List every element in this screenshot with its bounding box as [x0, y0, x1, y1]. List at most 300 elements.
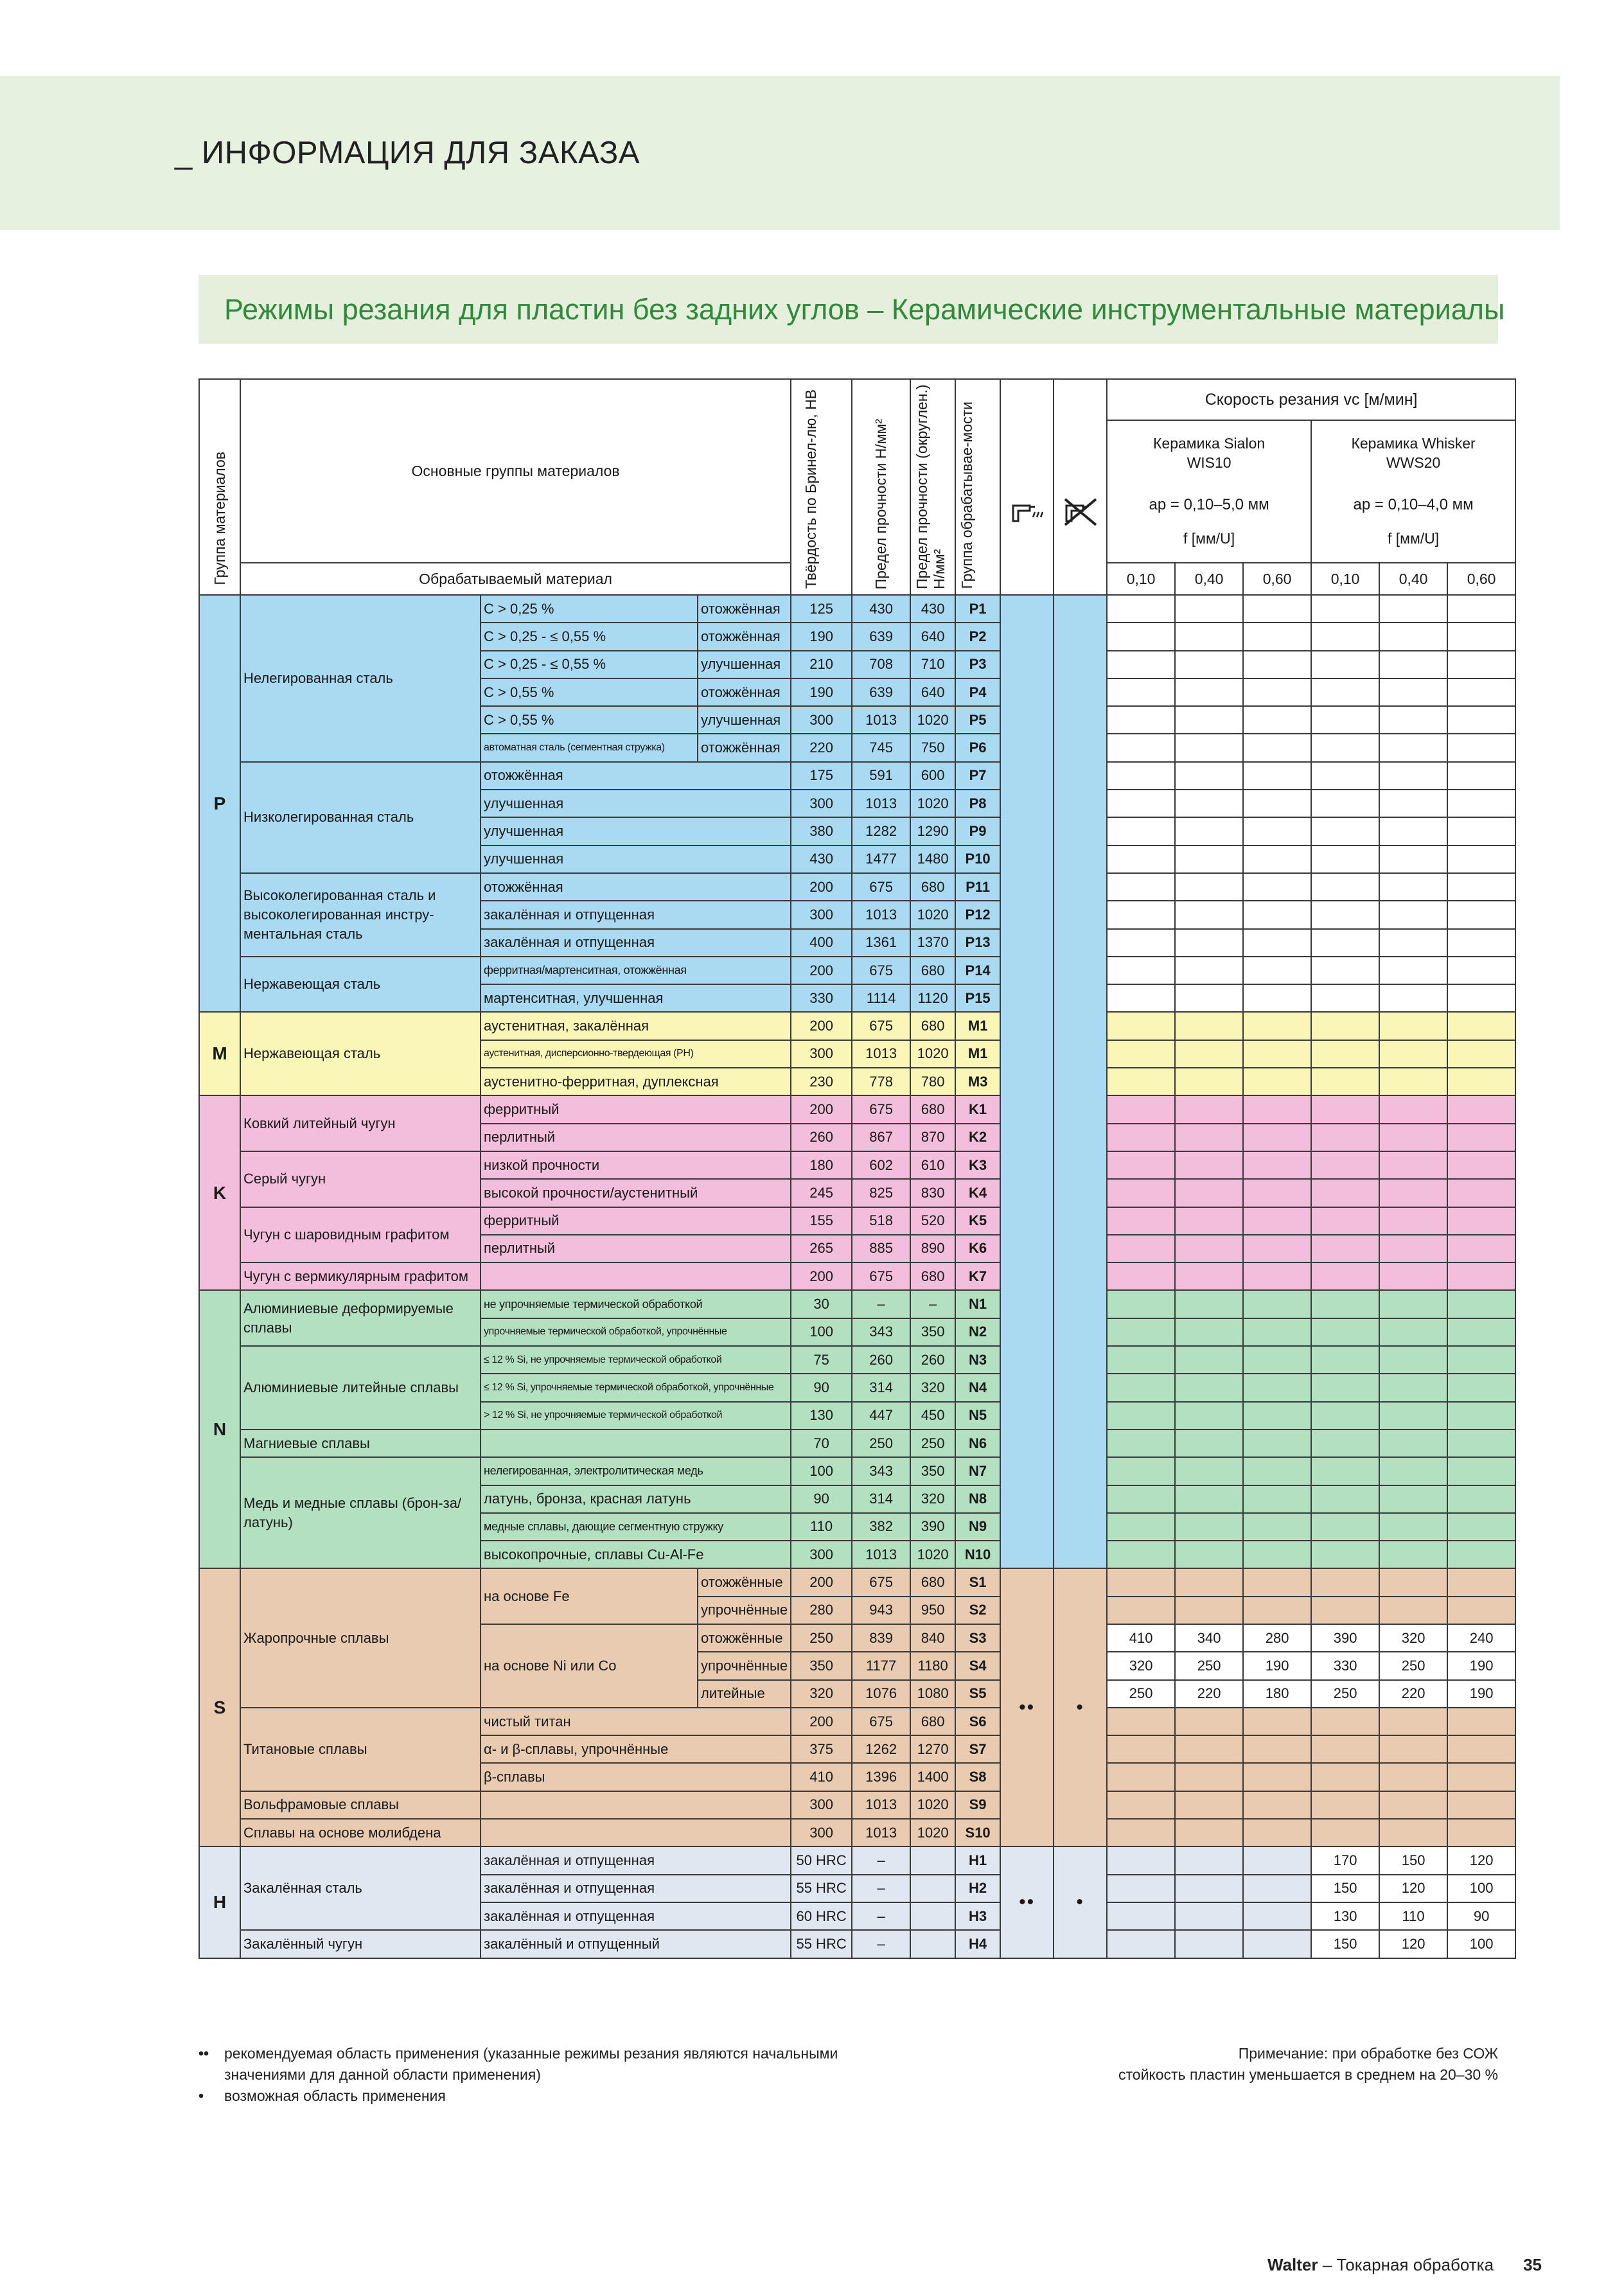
cutting-speed-cell	[1447, 845, 1515, 873]
cutting-speed-cell	[1175, 1318, 1243, 1346]
hardness-value: 200	[791, 1262, 852, 1290]
machinability-group: M1	[955, 1012, 1000, 1040]
cutting-speed-cell	[1379, 845, 1447, 873]
material-group-letter: H	[199, 1846, 240, 1958]
feed-value: 0,10	[1107, 563, 1175, 595]
machinability-group: K6	[955, 1235, 1000, 1262]
cutting-speed-cell	[1175, 595, 1243, 623]
main-material-group: Нержавеющая сталь	[240, 1012, 481, 1095]
tensile-strength-rounded: 890	[910, 1235, 955, 1262]
cutting-speed-cell	[1447, 623, 1515, 650]
cutting-speed-cell	[1243, 1095, 1311, 1123]
cutting-speed-cell	[1107, 1819, 1175, 1846]
table-row	[199, 1568, 1515, 1596]
hardness-value: 190	[791, 678, 852, 706]
cutting-speed-cell	[1379, 623, 1447, 650]
cutting-speed-cell	[1447, 1040, 1515, 1068]
machinability-group: S7	[955, 1735, 1000, 1763]
tensile-strength: 825	[852, 1179, 910, 1207]
main-material-group: Титановые сплавы	[240, 1708, 481, 1791]
cutting-speed-cell	[1175, 1875, 1243, 1902]
table-row	[199, 762, 1515, 790]
cutting-speed-cell	[1311, 845, 1379, 873]
cutting-speed-cell	[1243, 1262, 1311, 1290]
cutting-speed-cell	[1107, 1568, 1175, 1596]
cutting-speed-cell	[1447, 817, 1515, 845]
cutting-speed-cell	[1379, 595, 1447, 623]
tensile-strength: 675	[852, 1568, 910, 1596]
material-description: ≤ 12 % Si, не упрочняемые термической обработкой	[481, 1346, 791, 1374]
main-material-group: Низколегированная сталь	[240, 762, 481, 873]
cutting-speed-cell	[1243, 1402, 1311, 1430]
cutting-speed-cell	[1107, 651, 1175, 678]
header-banner	[0, 76, 1560, 230]
cutting-speed-cell	[1311, 1068, 1379, 1095]
cutting-speed-cell	[1379, 1151, 1447, 1179]
tensile-strength-rounded: 320	[910, 1374, 955, 1401]
tensile-strength-rounded: 600	[910, 762, 955, 790]
tensile-strength: 382	[852, 1513, 910, 1541]
material-description: упрочняемые термической обработкой, упрочнённые	[481, 1318, 791, 1346]
speed-header: Скорость резания vc [м/мин]	[1107, 379, 1515, 420]
hardness-value: 320	[791, 1680, 852, 1708]
cutting-speed-cell	[1243, 984, 1311, 1012]
col-material-header: Обрабатываемый материал	[240, 563, 791, 595]
hardness-value: 300	[791, 1541, 852, 1568]
cutting-speed-cell	[1447, 929, 1515, 957]
cutting-speed-cell	[1107, 1095, 1175, 1123]
tensile-strength-rounded: 1020	[910, 1541, 955, 1568]
hardness-value: 300	[791, 706, 852, 734]
machinability-group: N2	[955, 1318, 1000, 1346]
hardness-value: 90	[791, 1374, 852, 1401]
cutting-speed-cell: 190	[1447, 1652, 1515, 1679]
cutting-speed-cell	[1243, 1708, 1311, 1735]
cutting-speed-cell	[1175, 1124, 1243, 1151]
cutting-speed-cell	[1107, 706, 1175, 734]
machinability-group: K5	[955, 1207, 1000, 1235]
cutting-speed-cell	[1447, 595, 1515, 623]
cutting-speed-cell	[1447, 1068, 1515, 1095]
cutting-speed-cell	[1379, 706, 1447, 734]
machinability-group: S1	[955, 1568, 1000, 1596]
machinability-group: P1	[955, 595, 1000, 623]
cutting-speed-cell	[1243, 817, 1311, 845]
material-description: нелегированная, электролитическая медь	[481, 1457, 791, 1485]
material-description: закалённая и отпущенная	[481, 1902, 791, 1930]
hardness-value: 210	[791, 651, 852, 678]
grade1-header	[1107, 420, 1311, 563]
cutting-speed-cell	[1379, 1124, 1447, 1151]
cutting-speed-cell	[1379, 817, 1447, 845]
tensile-strength: 1013	[852, 706, 910, 734]
machinability-group: N7	[955, 1457, 1000, 1485]
cutting-speed-cell	[1311, 1207, 1379, 1235]
cutting-speed-cell	[1107, 1207, 1175, 1235]
tensile-strength: 1076	[852, 1680, 910, 1708]
cutting-speed-cell	[1243, 1875, 1311, 1902]
cutting-speed-cell	[1107, 790, 1175, 817]
cutting-speed-cell	[1447, 1012, 1515, 1040]
cutting-speed-cell	[1175, 957, 1243, 984]
hardness-value: 100	[791, 1318, 852, 1346]
cutting-speed-cell	[1107, 1457, 1175, 1485]
cutting-speed-cell	[1175, 845, 1243, 873]
material-empty	[481, 1430, 791, 1457]
tensile-strength-rounded: 1020	[910, 706, 955, 734]
machinability-group: H3	[955, 1902, 1000, 1930]
tensile-strength-rounded: 520	[910, 1207, 955, 1235]
hardness-value: 110	[791, 1513, 852, 1541]
tensile-strength: –	[852, 1875, 910, 1902]
section-title: Режимы резания для пластин без задних углов – Керамические инструментальные материалы	[224, 293, 1505, 326]
cutting-speed-cell	[1243, 957, 1311, 984]
cutting-speed-cell	[1107, 1318, 1175, 1346]
cutting-speed-cell: 250	[1107, 1680, 1175, 1708]
cutting-speed-cell	[1311, 957, 1379, 984]
tensile-strength-rounded: 640	[910, 678, 955, 706]
cutting-speed-cell: 120	[1447, 1846, 1515, 1874]
material-description: закалённая и отпущенная	[481, 1875, 791, 1902]
tensile-strength: 1013	[852, 1040, 910, 1068]
tensile-strength: 1013	[852, 790, 910, 817]
possible-mark: •	[199, 2087, 204, 2104]
material-group-letter: S	[199, 1568, 240, 1846]
machinability-group: N1	[955, 1290, 1000, 1318]
cutting-speed-cell	[1243, 1763, 1311, 1791]
cutting-speed-cell	[1243, 1235, 1311, 1262]
cutting-speed-cell	[1311, 1318, 1379, 1346]
material-description: отожжённая	[481, 762, 791, 790]
tensile-strength: 314	[852, 1374, 910, 1401]
material-description: высокой прочности/аустенитный	[481, 1179, 791, 1207]
cutting-speed-cell	[1175, 1735, 1243, 1763]
material-group-letter: M	[199, 1012, 240, 1095]
cutting-speed-cell	[1379, 1262, 1447, 1290]
grade2-feed-label: f [мм/U]	[1388, 530, 1440, 547]
material-treatment: улучшенная	[698, 706, 791, 734]
cutting-speed-cell	[1175, 1235, 1243, 1262]
material-description: низкой прочности	[481, 1151, 791, 1179]
cutting-speed-cell	[1379, 1735, 1447, 1763]
tensile-strength-rounded: 1020	[910, 1791, 955, 1819]
machinability-group: S10	[955, 1819, 1000, 1846]
tensile-strength-rounded: 830	[910, 1179, 955, 1207]
tensile-strength-rounded: 260	[910, 1346, 955, 1374]
recommended-text: рекомендуемая область применения (указанные режимы резания являются начальными	[224, 2045, 838, 2062]
cutting-speed-cell	[1379, 1457, 1447, 1485]
tensile-strength-rounded: 950	[910, 1597, 955, 1624]
cutting-speed-cell	[1311, 817, 1379, 845]
cutting-speed-cell	[1379, 1708, 1447, 1735]
col-machinability-header: Группа обрабатывае-мости	[955, 379, 1000, 595]
material-description: латунь, бронза, красная латунь	[481, 1485, 791, 1513]
machinability-group: N3	[955, 1346, 1000, 1374]
tensile-strength-rounded	[910, 1875, 955, 1902]
table-row	[199, 1930, 1515, 1958]
cutting-speed-cell	[1379, 1207, 1447, 1235]
machinability-group: H2	[955, 1875, 1000, 1902]
tensile-strength: 1177	[852, 1652, 910, 1679]
machinability-group: P12	[955, 901, 1000, 928]
cutting-speed-cell	[1243, 1819, 1311, 1846]
tensile-strength: 314	[852, 1485, 910, 1513]
main-material-group: Ковкий литейный чугун	[240, 1095, 481, 1151]
hardness-value: 200	[791, 1095, 852, 1123]
cutting-speed-cell	[1447, 1819, 1515, 1846]
cutting-speed-cell	[1379, 1430, 1447, 1457]
tensile-strength-rounded: 1020	[910, 901, 955, 928]
material-base: на основе Ni или Co	[481, 1624, 698, 1708]
legend-row-recommended	[199, 2043, 838, 2064]
cutting-speed-cell	[1379, 1513, 1447, 1541]
cutting-speed-cell	[1175, 651, 1243, 678]
cutting-speed-cell	[1107, 1541, 1175, 1568]
cutting-speed-cell	[1379, 1374, 1447, 1401]
tensile-strength-rounded: 680	[910, 873, 955, 901]
tensile-strength-rounded: 390	[910, 1513, 955, 1541]
material-treatment: литейные	[698, 1680, 791, 1708]
cutting-speed-cell	[1379, 678, 1447, 706]
tensile-strength: 343	[852, 1318, 910, 1346]
cutting-speed-cell	[1379, 1568, 1447, 1596]
tensile-strength-rounded: 1370	[910, 929, 955, 957]
tensile-strength-rounded: 640	[910, 623, 955, 650]
machinability-group: N9	[955, 1513, 1000, 1541]
hardness-value: 180	[791, 1151, 852, 1179]
legend	[199, 2043, 838, 2107]
cutting-speed-cell: 150	[1311, 1930, 1379, 1958]
cutting-speed-cell	[1243, 1207, 1311, 1235]
cutting-speed-cell	[1379, 1235, 1447, 1262]
cutting-speed-cell: 340	[1175, 1624, 1243, 1652]
cutting-speed-cell	[1243, 1513, 1311, 1541]
machinability-group: P9	[955, 817, 1000, 845]
machinability-group: P10	[955, 845, 1000, 873]
table-row	[199, 1791, 1515, 1819]
cutting-speed-cell	[1175, 1819, 1243, 1846]
material-description: > 12 % Si, не упрочняемые термической обработкой	[481, 1402, 791, 1430]
dry-application-mark: •	[1054, 1568, 1107, 1846]
cutting-speed-cell	[1379, 734, 1447, 761]
legend-row-recommended-cont	[199, 2064, 838, 2085]
cutting-speed-cell	[1311, 901, 1379, 928]
tensile-strength-rounded: 680	[910, 1012, 955, 1040]
footer-section: – Токарная обработка	[1318, 2255, 1494, 2274]
cutting-speed-cell	[1447, 734, 1515, 761]
tensile-strength: 1361	[852, 929, 910, 957]
cutting-speed-cell	[1447, 873, 1515, 901]
tensile-strength: 885	[852, 1235, 910, 1262]
main-material-group: Высоколегированная сталь и высоколегированная инстру-ментальная сталь	[240, 873, 481, 957]
col-group-header: Группа материалов	[199, 379, 240, 595]
footer-brand: Walter	[1267, 2255, 1318, 2274]
dry-application-mark: •	[1054, 1846, 1107, 1958]
machinability-group: M1	[955, 1040, 1000, 1068]
material-treatment: отожжённые	[698, 1568, 791, 1596]
grade1-name: Керамика Sialon	[1153, 435, 1266, 452]
machinability-group: K1	[955, 1095, 1000, 1123]
cutting-speed-cell	[1107, 595, 1175, 623]
cutting-speed-cell	[1311, 1568, 1379, 1596]
tensile-strength: 675	[852, 1012, 910, 1040]
cutting-speed-cell	[1175, 1902, 1243, 1930]
material-condition: C > 0,55 %	[481, 678, 698, 706]
cutting-speed-cell	[1311, 1485, 1379, 1513]
tensile-strength: 867	[852, 1124, 910, 1151]
cutting-speed-cell: 250	[1311, 1680, 1379, 1708]
cutting-speed-cell: 100	[1447, 1930, 1515, 1958]
tensile-strength-rounded: 840	[910, 1624, 955, 1652]
cutting-speed-cell	[1175, 1513, 1243, 1541]
tensile-strength: 518	[852, 1207, 910, 1235]
cutting-speed-cell	[1243, 623, 1311, 650]
table-body	[199, 595, 1515, 1958]
cutting-data-table	[199, 378, 1516, 1959]
hardness-value: 245	[791, 1179, 852, 1207]
dry-machining-icon	[1054, 379, 1107, 595]
cutting-speed-cell	[1243, 1457, 1311, 1485]
cutting-speed-cell	[1311, 1124, 1379, 1151]
cutting-speed-cell	[1107, 817, 1175, 845]
cutting-speed-cell	[1175, 1068, 1243, 1095]
machinability-group: P4	[955, 678, 1000, 706]
grade1-ap: ap = 0,10–5,0 мм	[1149, 496, 1269, 513]
cutting-speed-cell	[1107, 1485, 1175, 1513]
cutting-speed-cell	[1447, 1597, 1515, 1624]
cutting-speed-cell	[1447, 1262, 1515, 1290]
tensile-strength: 639	[852, 623, 910, 650]
cutting-speed-cell	[1311, 984, 1379, 1012]
tensile-strength-rounded: 610	[910, 1151, 955, 1179]
cutting-speed-cell	[1311, 1819, 1379, 1846]
machinability-group: K4	[955, 1179, 1000, 1207]
cutting-speed-cell	[1447, 1430, 1515, 1457]
machinability-group: S3	[955, 1624, 1000, 1652]
cutting-speed-cell	[1107, 1262, 1175, 1290]
col-hardness-header: Твёрдость по Бринел-лю, HB	[791, 379, 852, 595]
material-group-letter: P	[199, 595, 240, 1012]
cutting-speed-cell	[1175, 1930, 1243, 1958]
cutting-speed-cell	[1107, 901, 1175, 928]
cutting-speed-cell	[1107, 1763, 1175, 1791]
hardness-value: 100	[791, 1457, 852, 1485]
cutting-speed-cell	[1107, 1346, 1175, 1374]
main-material-group: Чугун с вермикулярным графитом	[240, 1262, 481, 1290]
cutting-speed-cell: 240	[1447, 1624, 1515, 1652]
cutting-speed-cell	[1311, 595, 1379, 623]
hardness-value: 380	[791, 817, 852, 845]
cutting-speed-cell	[1107, 845, 1175, 873]
cutting-speed-cell	[1175, 623, 1243, 650]
dry-application-mark	[1054, 595, 1107, 1568]
cutting-speed-cell: 120	[1379, 1930, 1447, 1958]
cutting-speed-cell	[1175, 762, 1243, 790]
cutting-speed-cell	[1107, 1846, 1175, 1874]
recommended-text-cont: значениями для данной области применения)	[224, 2066, 541, 2083]
col-tensile-header: Предел прочности Н/мм²	[852, 379, 910, 595]
main-material-group: Вольфрамовые сплавы	[240, 1791, 481, 1819]
cutting-speed-cell	[1107, 1875, 1175, 1902]
cutting-speed-cell	[1311, 873, 1379, 901]
material-treatment: отожжённая	[698, 623, 791, 650]
hardness-value: 260	[791, 1124, 852, 1151]
cutting-speed-cell	[1447, 1235, 1515, 1262]
cutting-speed-cell: 150	[1311, 1875, 1379, 1902]
cutting-speed-cell	[1175, 1290, 1243, 1318]
main-material-group: Алюминиевые литейные сплавы	[240, 1346, 481, 1430]
hardness-value: 125	[791, 595, 852, 623]
tensile-strength: 343	[852, 1457, 910, 1485]
grade2-ap: ap = 0,10–4,0 мм	[1353, 496, 1474, 513]
cutting-speed-cell	[1243, 1568, 1311, 1596]
material-description: медные сплавы, дающие сегментную стружку	[481, 1513, 791, 1541]
material-treatment: отожжённая	[698, 595, 791, 623]
cutting-speed-cell	[1243, 1597, 1311, 1624]
cutting-speed-cell	[1175, 873, 1243, 901]
cutting-speed-cell: 170	[1311, 1846, 1379, 1874]
material-base: на основе Fe	[481, 1568, 698, 1624]
cutting-speed-cell	[1175, 1485, 1243, 1513]
cutting-speed-cell	[1379, 1179, 1447, 1207]
tensile-strength: 260	[852, 1346, 910, 1374]
hardness-value: 70	[791, 1430, 852, 1457]
cutting-speed-cell	[1175, 1541, 1243, 1568]
cutting-speed-cell	[1447, 1735, 1515, 1763]
cutting-speed-cell	[1447, 1346, 1515, 1374]
material-description: улучшенная	[481, 817, 791, 845]
cutting-speed-cell	[1175, 1791, 1243, 1819]
table-row	[199, 1346, 1515, 1374]
cutting-speed-cell	[1311, 1179, 1379, 1207]
cutting-speed-cell	[1107, 873, 1175, 901]
hardness-value: 230	[791, 1068, 852, 1095]
material-condition: C > 0,25 - ≤ 0,55 %	[481, 623, 698, 650]
machinability-group: N4	[955, 1374, 1000, 1401]
cutting-speed-cell	[1107, 623, 1175, 650]
cutting-speed-cell: 390	[1311, 1624, 1379, 1652]
material-group-letter: K	[199, 1095, 240, 1290]
material-description: отожжённая	[481, 873, 791, 901]
hardness-value: 60 HRC	[791, 1902, 852, 1930]
cutting-speed-cell	[1379, 790, 1447, 817]
cutting-speed-cell	[1107, 734, 1175, 761]
wet-machining-icon	[1000, 379, 1054, 595]
grade1-feed-label: f [мм/U]	[1183, 530, 1235, 547]
cutting-speed-cell: 330	[1311, 1652, 1379, 1679]
cutting-speed-cell	[1447, 984, 1515, 1012]
cutting-speed-cell	[1243, 1374, 1311, 1401]
tensile-strength: –	[852, 1846, 910, 1874]
table-row	[199, 1819, 1515, 1846]
note	[1118, 2043, 1498, 2085]
cutting-speed-cell	[1243, 1068, 1311, 1095]
tensile-strength: 639	[852, 678, 910, 706]
cutting-speed-cell: 130	[1311, 1902, 1379, 1930]
material-treatment: отожжённая	[698, 734, 791, 761]
cutting-speed-cell	[1243, 706, 1311, 734]
tensile-strength: 1013	[852, 1791, 910, 1819]
cutting-speed-cell	[1447, 1708, 1515, 1735]
cutting-speed-cell	[1447, 1151, 1515, 1179]
main-material-group: Нержавеющая сталь	[240, 957, 481, 1013]
cutting-speed-cell	[1447, 706, 1515, 734]
machinability-group: S5	[955, 1680, 1000, 1708]
tensile-strength: 1013	[852, 1819, 910, 1846]
material-description: ферритный	[481, 1207, 791, 1235]
hardness-value: 375	[791, 1735, 852, 1763]
cutting-speed-cell	[1175, 1763, 1243, 1791]
